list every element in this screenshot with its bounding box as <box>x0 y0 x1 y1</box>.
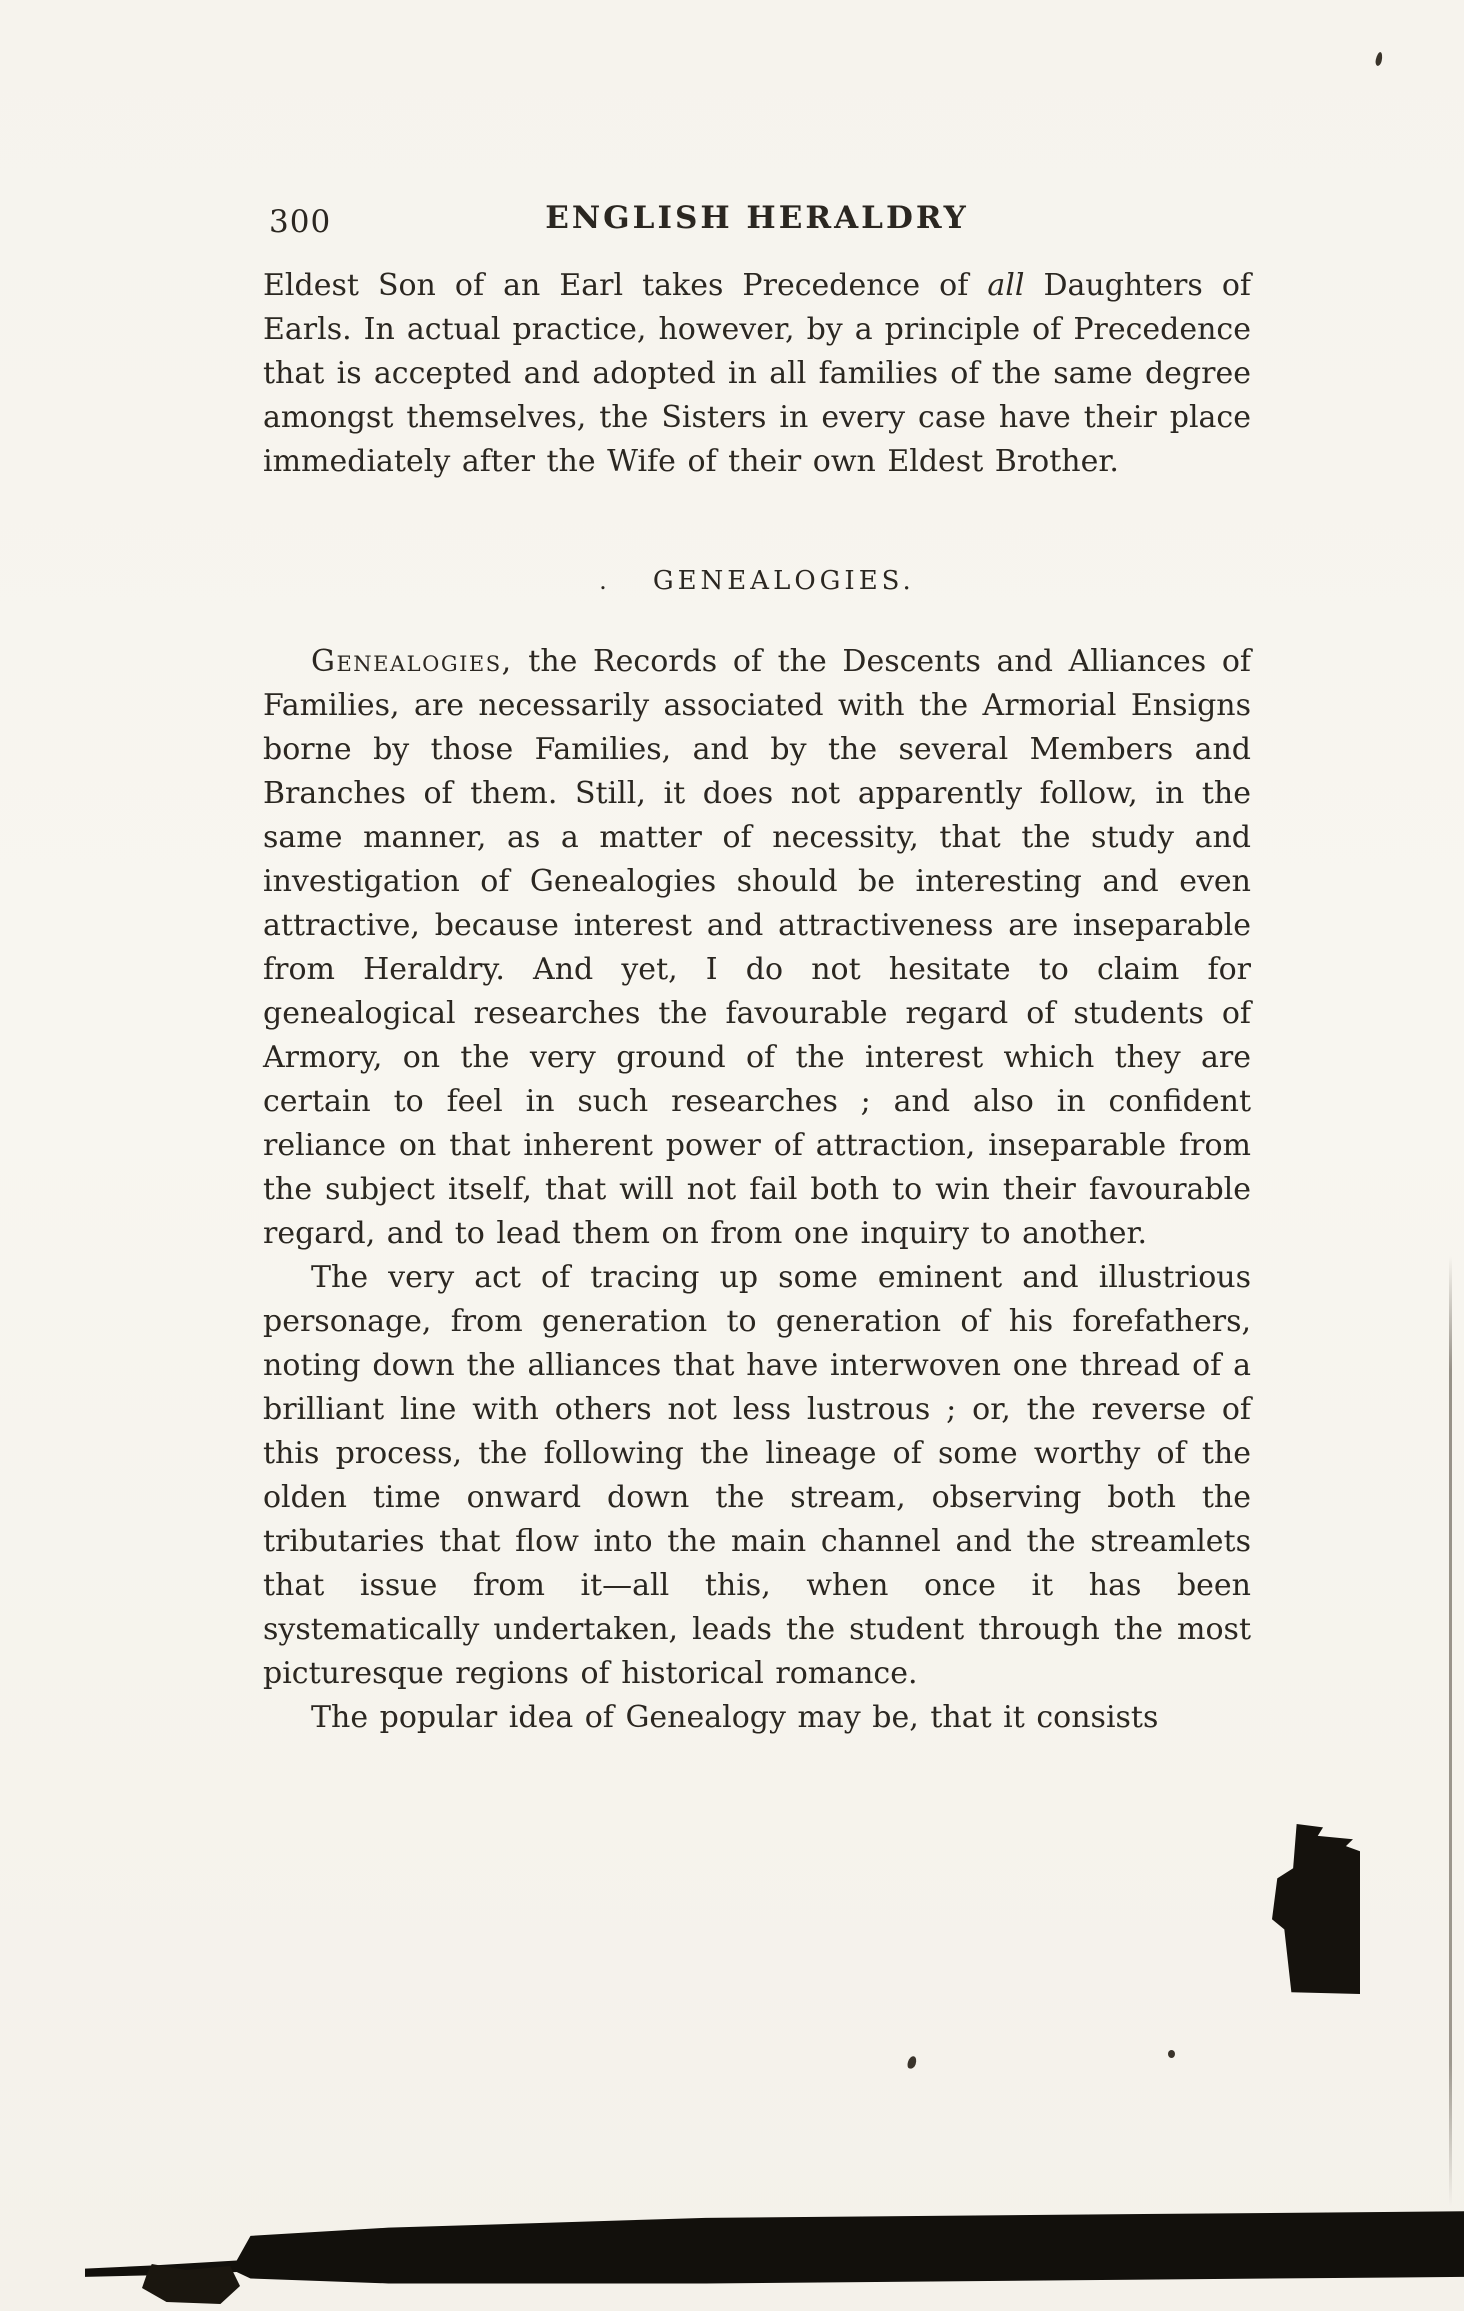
page-edge-line-artifact <box>1449 1256 1452 2206</box>
paragraph-2-text: the Records of the Descents and Alliances of Families, are necessarily associated with the Armorial Ensigns borne by those Families, and by the several Members and Branches of them. Still, it does not apparently follow, in the same manner, as a matter of necessity, that the study and investigation of Genealogies should be interesting and even attractive, because interest and attractiveness are inseparable from Heraldry. And yet, I do not hesitate to claim for genealogical researches the favourable regard of students of Armory, on the very ground of the interest which they are certain to feel in such researches ; and also in confident reliance on that inherent power of attraction, inseparable from the subject itself, that will not fail both to win their favourable regard, and to lead them on from one inquiry to another. <box>263 644 1251 1251</box>
paragraph-2 <box>263 640 1251 1256</box>
paragraph-1-text-start: Eldest Son of an Earl takes Precedence of <box>263 268 988 303</box>
bottom-smudge-artifact <box>142 2264 240 2304</box>
section-heading <box>263 566 1251 596</box>
speck-artifact-mid-left <box>906 2055 918 2070</box>
page-header <box>263 200 1251 248</box>
paragraph-2-lead-word: Genealogies, <box>311 644 513 679</box>
paragraph-1-text-end: Daughters of Earls. In actual practice, however, by a principle of Precedence that is accepted and adopted in all families of the same degree amongst themselves, the Sisters in every case have their place immediately after the Wife of their own Eldest Brother. <box>263 268 1251 479</box>
section-heading-mark: . <box>599 567 611 595</box>
speck-artifact-mid-right <box>1168 2050 1175 2058</box>
ink-blot-artifact <box>1272 1824 1360 1994</box>
section-heading-title: GENEALOGIES. <box>652 566 915 596</box>
paragraph-3: The very act of tracing up some eminent and illustrious personage, from generation to generation of his forefathers, noting down the alliances that have interwoven one thread of a brilliant line with others not less lustrous ; or, the reverse of this process, the following the lineage of some worthy of the olden time onward down the stream, observing both the tributaries that flow into the main channel and the streamlets that issue from it—all this, when once it has been systematically undertaken, leads the student through the most picturesque regions of historical romance. <box>263 1260 1251 1691</box>
paragraph-1 <box>263 264 1251 484</box>
paragraph-4: The popular idea of Genealogy may be, that it consists <box>311 1700 1159 1735</box>
running-title: ENGLISH HERALDRY <box>545 200 969 236</box>
italic-word-all: all <box>987 268 1025 303</box>
text-column <box>263 200 1251 1740</box>
bottom-scan-band-artifact <box>85 2208 1464 2290</box>
page-number: 300 <box>269 204 332 240</box>
speck-artifact-top-right <box>1375 52 1384 67</box>
